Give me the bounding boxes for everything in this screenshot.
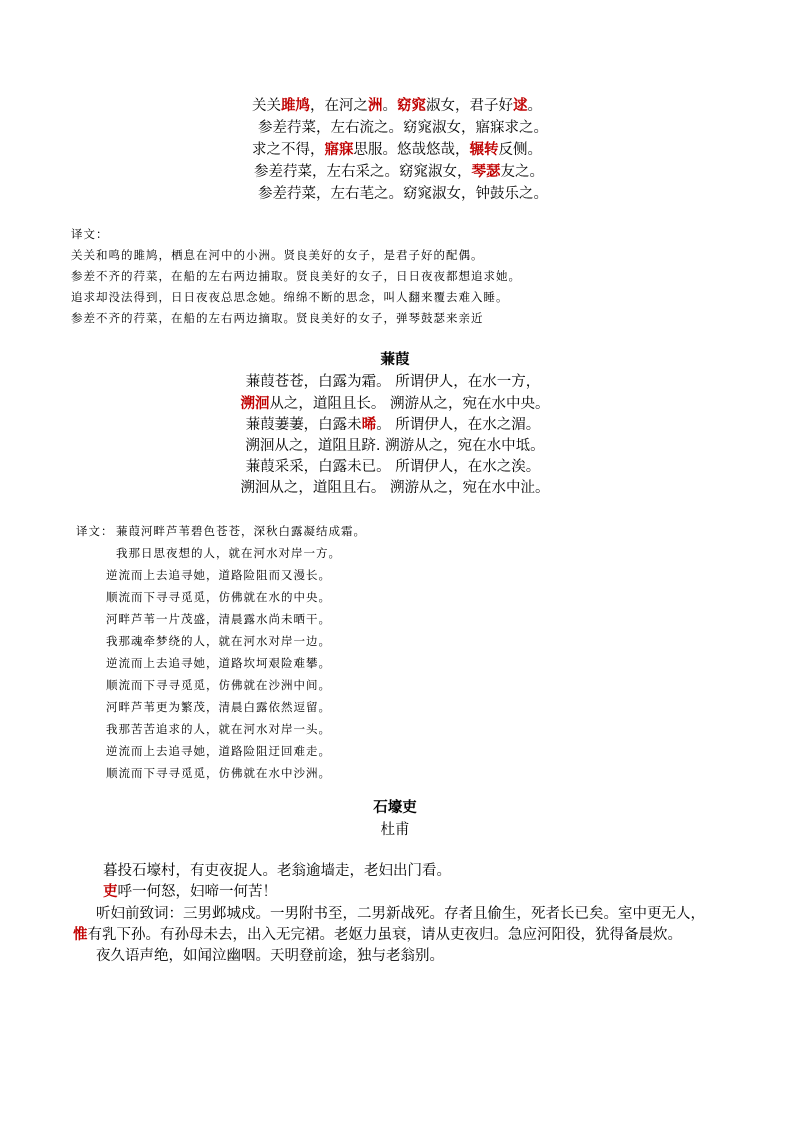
poem-author: 杜甫 — [380, 822, 410, 838]
text-segment: 友之。 — [500, 164, 544, 180]
text-segment: 蒹葭采采，白露未已。 所谓伊人，在水之涘。 — [245, 459, 541, 475]
translation-line: 顺流而下寻寻觅觅，仿佛就在水的中央。 — [106, 590, 331, 604]
translation-line: 逆流而上去追寻她，道路险阻迂回难走。 — [106, 744, 331, 758]
translation-line: 逆流而上去追寻她，道路坎坷艰险难攀。 — [106, 656, 331, 670]
poem-paragraph — [96, 946, 444, 967]
text-segment: 溯洄从之，道阻且右。 溯游从之，宛在水中沚。 — [240, 480, 550, 496]
poem-line — [0, 96, 794, 117]
highlighted-word: 逑 — [513, 98, 528, 114]
translation-line: 我那魂牵梦绕的人，就在河水对岸一边。 — [106, 634, 331, 648]
text-segment: 暮投石壕村，有吏夜捉人。老翁逾墙走，老妇出门看。 — [103, 863, 451, 879]
text-segment: 呼一何怒，妇啼一何苦！ — [117, 884, 277, 900]
highlighted-word: 辗转 — [469, 142, 499, 158]
text-segment: 。 — [382, 98, 397, 114]
translation-line: 逆流而上去追寻她，道路险阻而又漫长。 — [106, 568, 331, 582]
poem-paragraph — [103, 882, 277, 903]
text-segment: 蒹葭萋萋，白露未 — [245, 417, 362, 433]
poem-line — [0, 140, 794, 161]
poem-line — [0, 478, 792, 499]
text-segment: 有乳下孙。有孙母未去，出入无完裙。老妪力虽衰，请从吏夜归。急应河阳役，犹得备晨炊。 — [87, 927, 682, 943]
poem-paragraph — [103, 861, 451, 882]
text-segment: 蒹葭苍苍，白露为霜。 所谓伊人，在水一方， — [245, 374, 541, 390]
text-segment: 从之，道阻且长。 溯游从之，宛在水中央。 — [269, 396, 550, 412]
text-segment: 参差荇菜，左右芼之。窈窕淑女，钟鼓乐之。 — [258, 186, 548, 202]
translation-line: 参差不齐的荇菜，在船的左右两边摘取。贤良美好的女子，弹琴鼓瑟来亲近 — [71, 311, 484, 325]
text-segment: 思服。悠哉悠哉， — [353, 142, 470, 158]
text-segment: 求之不得， — [252, 142, 325, 158]
translation-line: 我那苦苦追求的人，就在河水对岸一头。 — [106, 722, 331, 736]
poem-title: 蒹葭 — [380, 352, 410, 368]
translation-line: 参差不齐的荇菜，在船的左右两边捕取。贤良美好的女子，日日夜夜都想追求她。 — [71, 269, 521, 283]
text-segment: 听妇前致词：三男邺城戍。一男附书至，二男新战死。存者且偷生，死者长已矣。室中更无人， — [96, 906, 705, 922]
translation-line: 蒹葭河畔芦苇碧色苍苍，深秋白露凝结成霜。 — [116, 524, 366, 538]
highlighted-word: 晞 — [361, 417, 377, 433]
text-segment: 关关 — [252, 98, 281, 114]
poem-line — [2, 162, 794, 183]
poem-line — [6, 118, 794, 139]
translation-line: 关关和鸣的雎鸠，栖息在河中的小洲。贤良美好的女子，是君子好的配偶。 — [71, 248, 484, 262]
poem-line — [0, 415, 790, 436]
highlighted-word: 洲 — [368, 98, 383, 114]
text-segment: 反侧。 — [498, 142, 542, 158]
poem-line — [0, 394, 792, 415]
highlighted-word: 寤寐 — [324, 142, 354, 158]
translation-label: 译文： — [76, 524, 114, 538]
highlighted-word: 琴瑟 — [471, 164, 501, 180]
translation-line: 我那日思夜想的人，就在河水对岸一方。 — [116, 546, 341, 560]
poem-paragraph — [73, 925, 682, 946]
highlighted-word: 吏 — [103, 884, 118, 900]
highlighted-word: 雎鸠 — [281, 98, 310, 114]
poem-title: 石壕吏 — [373, 800, 417, 816]
text-segment: ，在河之 — [310, 98, 368, 114]
text-segment: 参差荇菜，左右流之。窈窕淑女，寤寐求之。 — [258, 120, 548, 136]
text-segment: 参差荇菜，左右采之。窈窕淑女， — [254, 164, 472, 180]
translation-label: 译文： — [71, 227, 109, 241]
poem-paragraph — [96, 904, 705, 925]
poem-line — [0, 436, 792, 457]
translation-line: 顺流而下寻寻觅觅，仿佛就在水中沙洲。 — [106, 766, 331, 780]
translation-line: 河畔芦苇更为繁茂，清晨白露依然逗留。 — [106, 700, 331, 714]
text-segment: 溯洄从之，道阻且跻. 溯游从之，宛在水中坻。 — [245, 438, 545, 454]
translation-line: 顺流而下寻寻觅觅，仿佛就在沙洲中间。 — [106, 678, 331, 692]
text-segment: 淑女，君子好 — [426, 98, 513, 114]
text-segment: 。 所谓伊人，在水之湄。 — [376, 417, 541, 433]
translation-line: 追求却没法得到，日日夜夜总思念她。绵绵不断的思念，叫人翻来覆去难入睡。 — [71, 290, 509, 304]
poem-line — [0, 372, 790, 393]
text-segment: 夜久语声绝，如闻泣幽咽。天明登前途，独与老翁别。 — [96, 948, 444, 964]
poem-line — [0, 457, 790, 478]
translation-line: 河畔芦苇一片茂盛，清晨露水尚未晒干。 — [106, 612, 331, 626]
highlighted-word: 溯洄 — [240, 396, 270, 412]
text-segment: 。 — [527, 98, 542, 114]
highlighted-word: 窈窕 — [397, 98, 426, 114]
poem-line — [6, 184, 794, 205]
highlighted-word: 惟 — [73, 927, 88, 943]
